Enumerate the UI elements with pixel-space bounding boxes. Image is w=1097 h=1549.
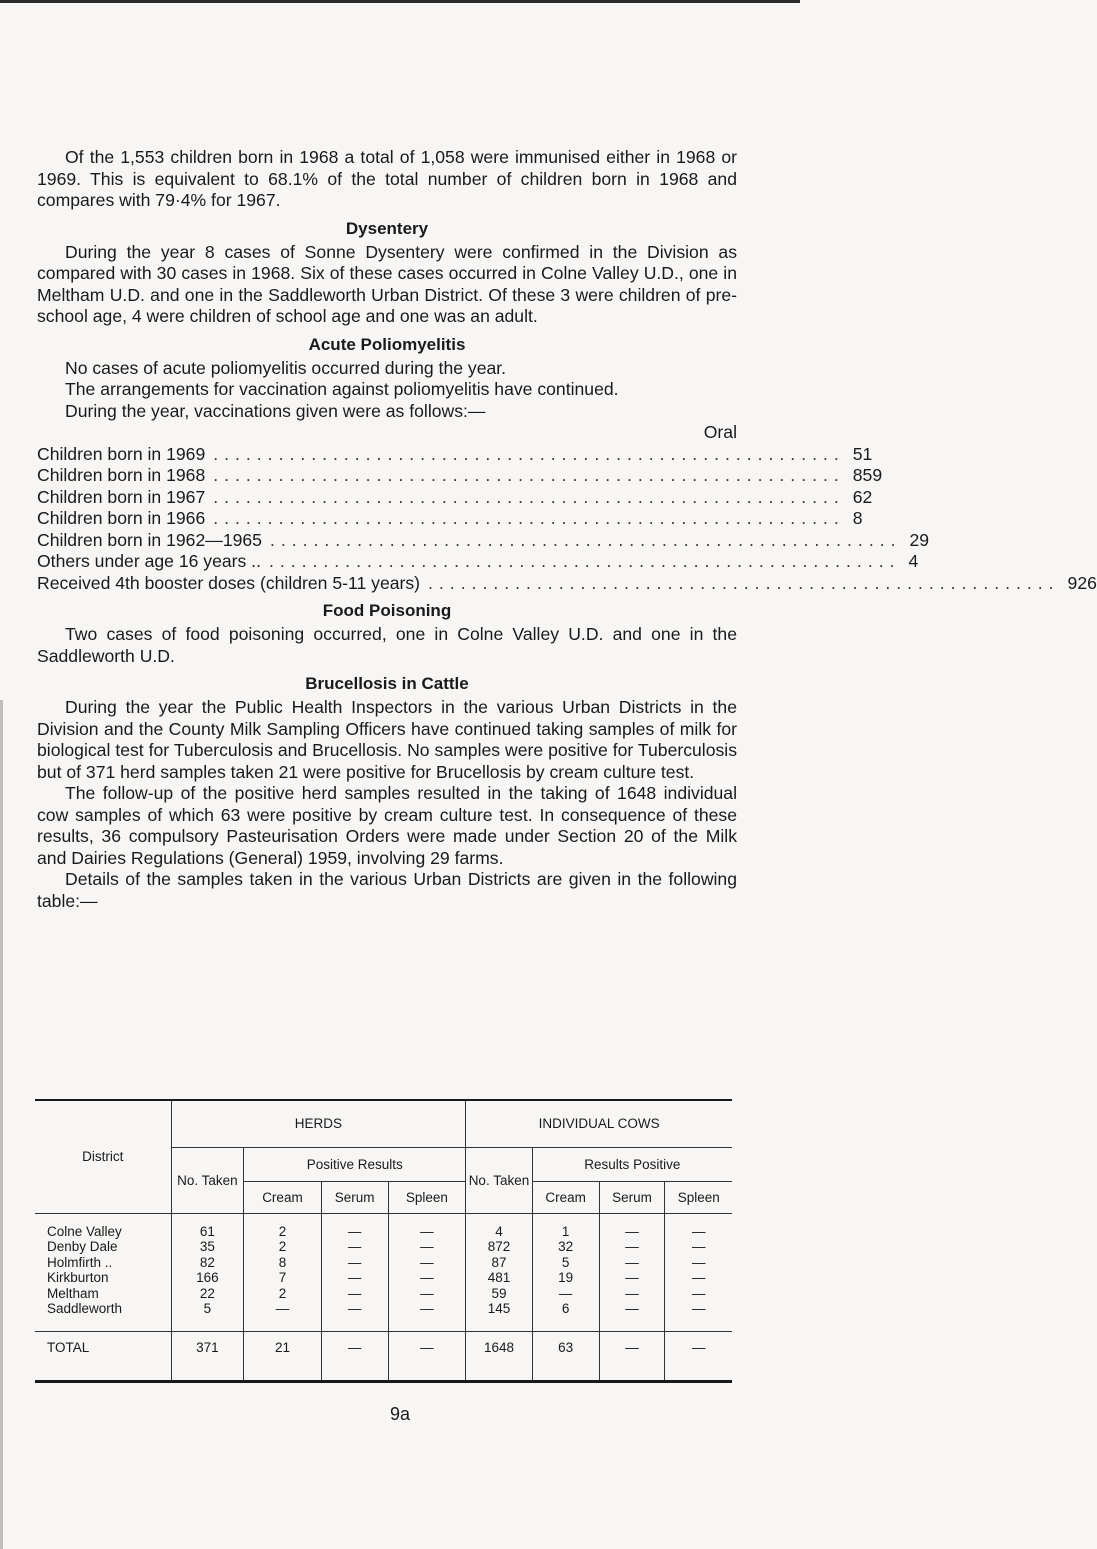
vaccination-label: Children born in 1967: [37, 486, 206, 507]
herds-spleen-cell: —: [388, 1286, 466, 1302]
immunisation-paragraph: Of the 1,553 children born in 1968 a total of 1,058 were immunised either in 1968 or 1969. This is equivalent to 68.1% of the total number of children born in 1968 and compares with 79·4% for 1967.: [37, 147, 737, 210]
vaccination-column-header: Oral: [703, 422, 737, 442]
individual-cows-header: INDIVIDUAL COWS: [466, 1100, 732, 1147]
heading-food-poisoning: Food Poisoning: [322, 601, 452, 620]
cows-cream-cell: 32: [532, 1239, 599, 1255]
polio-paragraph-2: The arrangements for vaccination against poliomyelitis have continued.: [65, 379, 619, 399]
cows-taken-cell: 4: [466, 1213, 532, 1239]
heading-polio: Acute Poliomyelitis: [308, 334, 466, 354]
cows-taken-cell: 145: [466, 1301, 532, 1331]
cows-taken-cell: 872: [466, 1239, 532, 1255]
vaccination-value: 4: [908, 551, 919, 571]
total-label: TOTAL: [47, 1339, 90, 1355]
heading-dysentery: Dysentery: [345, 218, 429, 238]
cows-cream-cell: 1: [532, 1213, 599, 1239]
page-number: 9a: [389, 1404, 411, 1424]
cows-spleen-cell: —: [665, 1213, 732, 1239]
cows-serum-cell: —: [599, 1213, 665, 1239]
vaccination-row: [37, 529, 930, 552]
cows-spleen-cell: —: [665, 1270, 732, 1286]
cows-cream-cell: 6: [532, 1301, 599, 1331]
vaccination-row: [37, 572, 1097, 595]
dysentery-paragraph: During the year 8 cases of Sonne Dysentery were confirmed in the Division as compared with 30 cases in 1968. Six of these cases occurred in Colne Valley U.D., one in Meltham U.D. and one in the Saddleworth Urban District. Of these 3 were children of pre-school age, 4 were children of school age and one was an adult.: [37, 241, 737, 326]
herds-serum-cell: —: [321, 1213, 388, 1239]
vaccination-label: Children born in 1969: [37, 443, 206, 464]
brucellosis-paragraph-1: During the year the Public Health Inspectors in the various Urban Districts in the Division and the County Milk Sampling Officers have continued taking samples of milk for biological test for Tuberculosis and Brucellosis. No samples were positive for Tuberculosis but of 371 herd samples taken 21 were positive for Brucellosis by cream culture test.: [37, 697, 737, 782]
total-row: [35, 1331, 732, 1381]
vaccination-value: 8: [852, 508, 863, 528]
herds-spleen-cell: —: [388, 1270, 466, 1286]
table-row: [35, 1270, 732, 1286]
cows-taken-cell: 481: [466, 1270, 532, 1286]
district-header: District: [82, 1149, 124, 1165]
district-cell: Holmfirth ..: [47, 1254, 113, 1270]
document-page: [37, 147, 1097, 912]
herds-cream-cell: 7: [244, 1270, 322, 1286]
cows-serum-cell: —: [599, 1255, 665, 1271]
herds-taken-cell: 166: [171, 1270, 244, 1286]
herds-header: HERDS: [171, 1100, 466, 1147]
cows-spleen-header: Spleen: [665, 1181, 732, 1213]
herds-taken-cell: 5: [171, 1301, 244, 1331]
herds-spleen-cell: —: [388, 1301, 466, 1331]
cows-results-positive-header: Results Positive: [532, 1147, 732, 1181]
table-row: [35, 1286, 732, 1302]
district-cell: Kirkburton: [47, 1270, 109, 1285]
vaccination-label: Children born in 1968: [37, 465, 206, 485]
herds-cream-cell: 8: [244, 1255, 322, 1271]
cows-cream-total: 63: [532, 1331, 599, 1381]
herds-spleen-cell: —: [388, 1255, 466, 1271]
district-cell: Denby Dale: [47, 1239, 118, 1254]
vaccination-value: 51: [852, 443, 873, 464]
leader-dots: ..........................................................: [428, 572, 1060, 593]
cows-cream-cell: —: [532, 1286, 599, 1302]
cows-serum-header: Serum: [599, 1181, 665, 1213]
samples-table: [35, 1099, 732, 1383]
leader-dots: ..........................................................: [268, 551, 901, 571]
vaccination-row: [37, 551, 919, 573]
herds-taken-cell: 22: [171, 1286, 244, 1302]
cows-taken-cell: 59: [466, 1286, 532, 1302]
district-cell: Saddleworth: [47, 1301, 123, 1316]
herds-spleen-cell: —: [388, 1239, 466, 1255]
vaccination-value: 29: [909, 529, 930, 550]
herds-cream-cell: —: [244, 1301, 322, 1331]
herds-positive-results-header: Positive Results: [244, 1147, 466, 1181]
table-row: [35, 1213, 732, 1239]
food-poisoning-paragraph: Two cases of food poisoning occurred, one in Colne Valley U.D. and one in the Saddleworth U.D.: [37, 624, 737, 666]
herds-taken-cell: 35: [171, 1239, 244, 1255]
cows-spleen-total: —: [665, 1331, 732, 1381]
cows-taken-total: 1648: [466, 1331, 532, 1381]
district-cell: Meltham: [47, 1285, 99, 1301]
herds-spleen-header: Spleen: [388, 1181, 466, 1213]
vaccination-list: [37, 422, 1097, 594]
cows-spleen-cell: —: [665, 1286, 732, 1302]
herds-cream-cell: 2: [244, 1286, 322, 1302]
vaccination-value: 62: [852, 486, 873, 507]
top-border: [0, 0, 800, 3]
vaccination-label: Others under age 16 years ..: [37, 551, 261, 571]
cows-serum-total: —: [599, 1331, 665, 1381]
herds-serum-cell: —: [321, 1255, 388, 1271]
leader-dots: ..........................................................: [213, 486, 845, 507]
cows-cream-header: Cream: [532, 1181, 599, 1213]
herds-spleen-cell: —: [388, 1213, 466, 1239]
brucellosis-paragraph-2: The follow-up of the positive herd samples resulted in the taking of 1648 individual cow samples of which 63 were positive by cream culture test. In consequence of these results, 36 compulsory Pasteurisation Orders were made under Section 20 of the Milk and Dairies Regulations (General) 1959, involving 29 farms.: [37, 783, 737, 868]
vaccination-row: [37, 486, 873, 509]
cows-cream-cell: 19: [532, 1270, 599, 1286]
cows-serum-cell: —: [599, 1286, 665, 1302]
table-row: [35, 1255, 732, 1271]
heading-brucellosis: Brucellosis in Cattle: [305, 674, 469, 693]
vaccination-row: [37, 465, 883, 487]
herds-serum-cell: —: [321, 1301, 388, 1331]
herds-cream-header: Cream: [244, 1181, 322, 1213]
leader-dots: ..........................................................: [213, 508, 845, 528]
herds-cream-total: 21: [244, 1331, 322, 1381]
district-cell: Colne Valley: [47, 1223, 122, 1239]
leader-dots: ..........................................................: [269, 529, 902, 550]
herds-serum-total: —: [321, 1331, 388, 1381]
polio-paragraph-3: During the year, vaccinations given were as follows:—: [65, 400, 486, 421]
herds-serum-cell: —: [321, 1286, 388, 1302]
herds-taken-cell: 61: [171, 1213, 244, 1239]
herds-cream-cell: 2: [244, 1213, 322, 1239]
vaccination-label: Children born in 1966: [37, 508, 206, 528]
vaccination-row: [37, 443, 873, 466]
cows-serum-cell: —: [599, 1301, 665, 1331]
cows-serum-cell: —: [599, 1270, 665, 1286]
cows-spleen-cell: —: [665, 1239, 732, 1255]
leader-dots: ..........................................................: [213, 465, 845, 485]
cows-spleen-cell: —: [665, 1301, 732, 1331]
cows-spleen-cell: —: [665, 1255, 732, 1271]
cows-cream-cell: 5: [532, 1255, 599, 1271]
brucellosis-paragraph-3: Details of the samples taken in the various Urban Districts are given in the following table:—: [37, 869, 737, 911]
herds-taken-total: 371: [171, 1331, 244, 1381]
table-row: [35, 1239, 732, 1255]
cows-no-taken-header: No. Taken: [466, 1147, 532, 1213]
herds-taken-cell: 82: [171, 1255, 244, 1271]
leader-dots: ..........................................................: [213, 443, 845, 464]
vaccination-value: 926: [1067, 572, 1097, 593]
vaccination-label: Children born in 1962—1965: [37, 529, 262, 550]
cows-serum-cell: —: [599, 1239, 665, 1255]
vaccination-row: [37, 508, 863, 530]
herds-serum-cell: —: [321, 1270, 388, 1286]
herds-serum-cell: —: [321, 1239, 388, 1255]
table-row: [35, 1301, 732, 1331]
herds-no-taken-header: No. Taken: [171, 1147, 244, 1213]
herds-serum-header: Serum: [321, 1181, 388, 1213]
cows-taken-cell: 87: [466, 1255, 532, 1271]
vaccination-value: 859: [852, 465, 883, 485]
vaccination-label: Received 4th booster doses (children 5-11 years): [37, 572, 421, 593]
polio-paragraph-1: No cases of acute poliomyelitis occurred during the year.: [65, 357, 507, 378]
herds-cream-cell: 2: [244, 1239, 322, 1255]
herds-spleen-total: —: [388, 1331, 466, 1381]
